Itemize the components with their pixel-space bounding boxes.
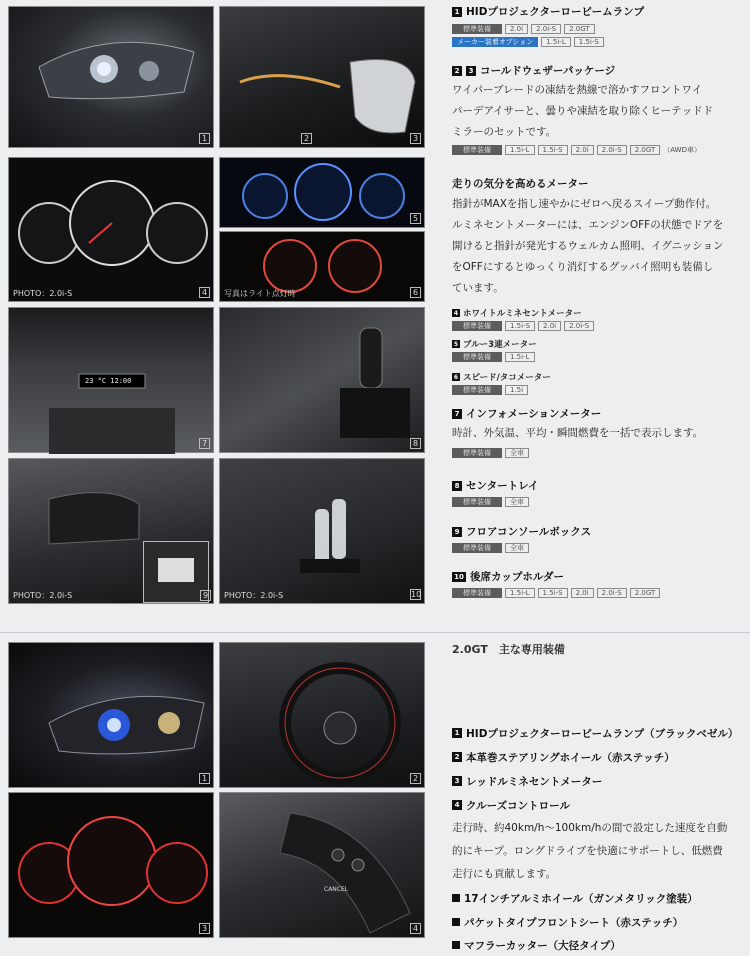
tag-grade: 全車: [505, 543, 529, 553]
body-text: ワイパーブレードの凍結を熱線で溶かすフロントワイ: [452, 84, 703, 96]
meter-sub-speed: [452, 371, 742, 395]
section-title: コールドウェザーパッケージ: [480, 65, 616, 77]
section-title: 後席カップホルダー: [470, 571, 564, 583]
tag-grade: 2.0GT: [630, 145, 661, 155]
gt-item-list: [452, 721, 742, 956]
gt-item: クルーズコントロール: [466, 799, 570, 812]
photo-gt-headlamp: [8, 642, 214, 788]
grade-tags: [452, 321, 742, 331]
photo-door-mirror: [219, 6, 425, 148]
tag-grade: 全車: [505, 497, 529, 507]
tag-standard: 標準装備: [452, 145, 502, 155]
info-display-text: 23 °C 12:00: [85, 377, 132, 385]
body-text: をOFFにするとゆっくり消灯するグッバイ照明も装備し: [452, 261, 714, 273]
section-title: フロアコンソールボックス: [466, 526, 592, 538]
tag-grade: 2.0GT: [630, 588, 661, 598]
photo-number: 2: [301, 133, 312, 144]
section-center-tray: [452, 478, 742, 507]
grade-tags: [452, 588, 742, 598]
tag-standard: 標準装備: [452, 385, 502, 395]
photo-gt-steering: [219, 642, 425, 788]
photo-center-tray: [219, 307, 425, 453]
gt-bullet: マフラーカッター（大径タイプ）: [464, 939, 621, 952]
photo-number: 8: [410, 438, 421, 449]
blue-meter-illustration: [220, 158, 426, 229]
tag-standard: 標準装備: [452, 497, 502, 507]
photo-headlamp: [8, 6, 214, 148]
photo-caption: 写真はライト点灯時: [224, 289, 296, 298]
photo-gt-cruise: [219, 792, 425, 938]
photo-caption: PHOTO：2.0i-S: [13, 289, 73, 298]
body-text: 開けると指針が発光するウェルカム照明、イグニッション: [452, 240, 724, 252]
body-text: 指針がMAXを指し速やかにゼロへ戻るスイープ動作付。: [452, 198, 717, 210]
grade-tags: [452, 543, 742, 553]
sub-title: ブルー3連メーター: [463, 340, 537, 350]
bullet-square: [452, 894, 460, 902]
number-badge: 9: [452, 527, 462, 537]
section-rear-cup-holder: [452, 569, 742, 598]
body-text: 時計、外気温、平均・瞬間燃費を一括で表示します。: [452, 427, 704, 439]
number-badge: 8: [452, 481, 462, 491]
tag-grade: 2.0i-S: [597, 145, 627, 155]
tag-grade: 2.0i-S: [597, 588, 627, 598]
sub-title: ホワイトルミネセントメーター: [463, 309, 582, 319]
tag-grade: 1.5i-S: [574, 37, 604, 47]
grade-tags: [452, 352, 742, 362]
body-text: 走行にも貢献します。: [452, 868, 557, 880]
tag-standard: 標準装備: [452, 588, 502, 598]
photo-number: 6: [410, 287, 421, 298]
section-title: HIDプロジェクターロービームランプ: [466, 6, 645, 18]
grade-tags: [452, 385, 742, 395]
photo-number: 4: [410, 923, 421, 934]
number-badge: 3: [452, 776, 462, 786]
photo-number: 10: [411, 590, 422, 599]
grade-tags: [452, 497, 742, 507]
body-text: ミラーのセットです。: [452, 126, 557, 138]
tag-grade: 1.5i: [505, 385, 528, 395]
tag-grade: 1.5i-S: [505, 321, 535, 331]
photo-red-meter: [219, 231, 425, 302]
tag-grade: 2.0i-S: [531, 24, 561, 34]
tag-standard: 標準装備: [452, 321, 502, 331]
gt-bullet: 17インチアルミホイール（ガンメタリック塗装）: [464, 892, 698, 905]
number-badge: 5: [453, 340, 459, 348]
tag-note: （AWD車）: [663, 146, 701, 154]
grade-tags: [452, 24, 742, 34]
number-badge: 2: [452, 66, 462, 76]
red-meter-illustration: [9, 793, 215, 939]
option-tags: [452, 37, 742, 47]
mirror-illustration: [220, 7, 426, 149]
tag-grade: 2.0i: [571, 145, 594, 155]
photo-cup-holder: [219, 458, 425, 604]
tag-standard: 標準装備: [452, 543, 502, 553]
section-divider: [0, 632, 750, 633]
gt-item: HIDプロジェクターロービームランプ（ブラックベゼル）: [466, 727, 739, 740]
tag-standard: 標準装備: [452, 24, 502, 34]
photo-number: 1: [199, 773, 210, 784]
meter-sub-blue: [452, 338, 742, 362]
photo-number: 4: [199, 287, 210, 298]
section-title: インフォメーションメーター: [466, 408, 602, 420]
photo-caption: PHOTO：2.0i-S: [224, 591, 284, 600]
gt-title: 2.0GT 主な専用装備: [452, 643, 565, 656]
photo-white-meter: [8, 157, 214, 302]
photo-number: 9: [200, 590, 211, 601]
bullet-square: [452, 918, 460, 926]
body-text: ています。: [452, 282, 504, 294]
tag-grade: 1.5i-L: [505, 145, 535, 155]
number-badge: 6: [453, 373, 459, 381]
white-meter-illustration: [9, 158, 215, 303]
photo-number: 1: [199, 133, 210, 144]
photo-number: 3: [199, 923, 210, 934]
tag-option: メーカー装着オプション: [452, 37, 538, 47]
headlamp-illustration: [9, 7, 215, 149]
grade-tags: [452, 145, 742, 155]
cancel-label: CANCEL: [324, 886, 349, 893]
photo-number: 7: [199, 438, 210, 449]
photo-number: 3: [410, 133, 421, 144]
sub-title: スピード/タコメーター: [463, 373, 551, 383]
number-badge: 3: [466, 66, 476, 76]
steering-wheel-illustration: [220, 643, 426, 789]
tag-grade: 1.5i-S: [538, 588, 568, 598]
section-title: センタートレイ: [466, 480, 539, 492]
cup-holder-illustration: [220, 459, 426, 605]
number-badge: 10: [452, 572, 466, 582]
tag-grade: 1.5i-S: [538, 145, 568, 155]
tag-standard: 標準装備: [452, 352, 502, 362]
tag-grade: 2.0i-S: [564, 321, 594, 331]
body-text: ルミネセントメーターには、エンジンOFFの状態でドアを: [452, 219, 724, 231]
photo-caption: PHOTO：2.0i-S: [13, 591, 73, 600]
tag-grade: 1.5i-L: [541, 37, 571, 47]
cruise-control-illustration: [220, 793, 426, 939]
tag-grade: 2.0i: [571, 588, 594, 598]
tag-grade: 2.0GT: [564, 24, 595, 34]
section-title: 走りの気分を高めるメーター: [452, 178, 589, 190]
tag-grade: 全車: [505, 448, 529, 458]
gt-headlamp-illustration: [9, 643, 215, 789]
section-meter: [452, 176, 742, 299]
grade-tags: [452, 448, 742, 458]
number-badge: 4: [453, 309, 459, 317]
gt-item: レッドルミネセントメーター: [466, 775, 603, 788]
tag-standard: 標準装備: [452, 448, 502, 458]
number-badge: 1: [452, 728, 462, 738]
body-text: 走行時、約40km/h〜100km/hの間で設定した速度を自動: [452, 822, 728, 834]
number-badge: 7: [452, 409, 462, 419]
photo-info-meter: [8, 307, 214, 453]
photo-blue-meter: [219, 157, 425, 228]
shift-lever-illustration: [220, 308, 426, 454]
tag-grade: 1.5i-L: [505, 352, 535, 362]
number-badge: 1: [452, 7, 462, 17]
photo-number: 2: [410, 773, 421, 784]
section-hid: [452, 4, 742, 47]
section-info-meter: [452, 406, 742, 458]
bullet-square: [452, 941, 460, 949]
section-console-box: [452, 524, 742, 553]
gt-item: 本革巻ステアリングホイール（赤ステッチ）: [466, 751, 675, 764]
tag-grade: 2.0i: [505, 24, 528, 34]
number-badge: 2: [452, 752, 462, 762]
photo-number: 5: [410, 213, 421, 224]
section-cold-weather: [452, 63, 742, 155]
body-text: パーデアイサーと、曇りや凍結を取り除くヒーテッドド: [452, 105, 714, 117]
photo-gt-red-meter: [8, 792, 214, 938]
photo-console-box: [8, 458, 214, 604]
tag-grade: 2.0i: [538, 321, 561, 331]
tag-grade: 1.5i-L: [505, 588, 535, 598]
gt-bullet: パケットタイプフロントシート（赤ステッチ）: [464, 916, 684, 929]
body-text: 的にキープ。ロングドライブを快適にサポートし、低燃費: [452, 845, 723, 857]
meter-sub-white: [452, 307, 742, 331]
gt-section: [452, 641, 742, 657]
number-badge: 4: [452, 800, 462, 810]
